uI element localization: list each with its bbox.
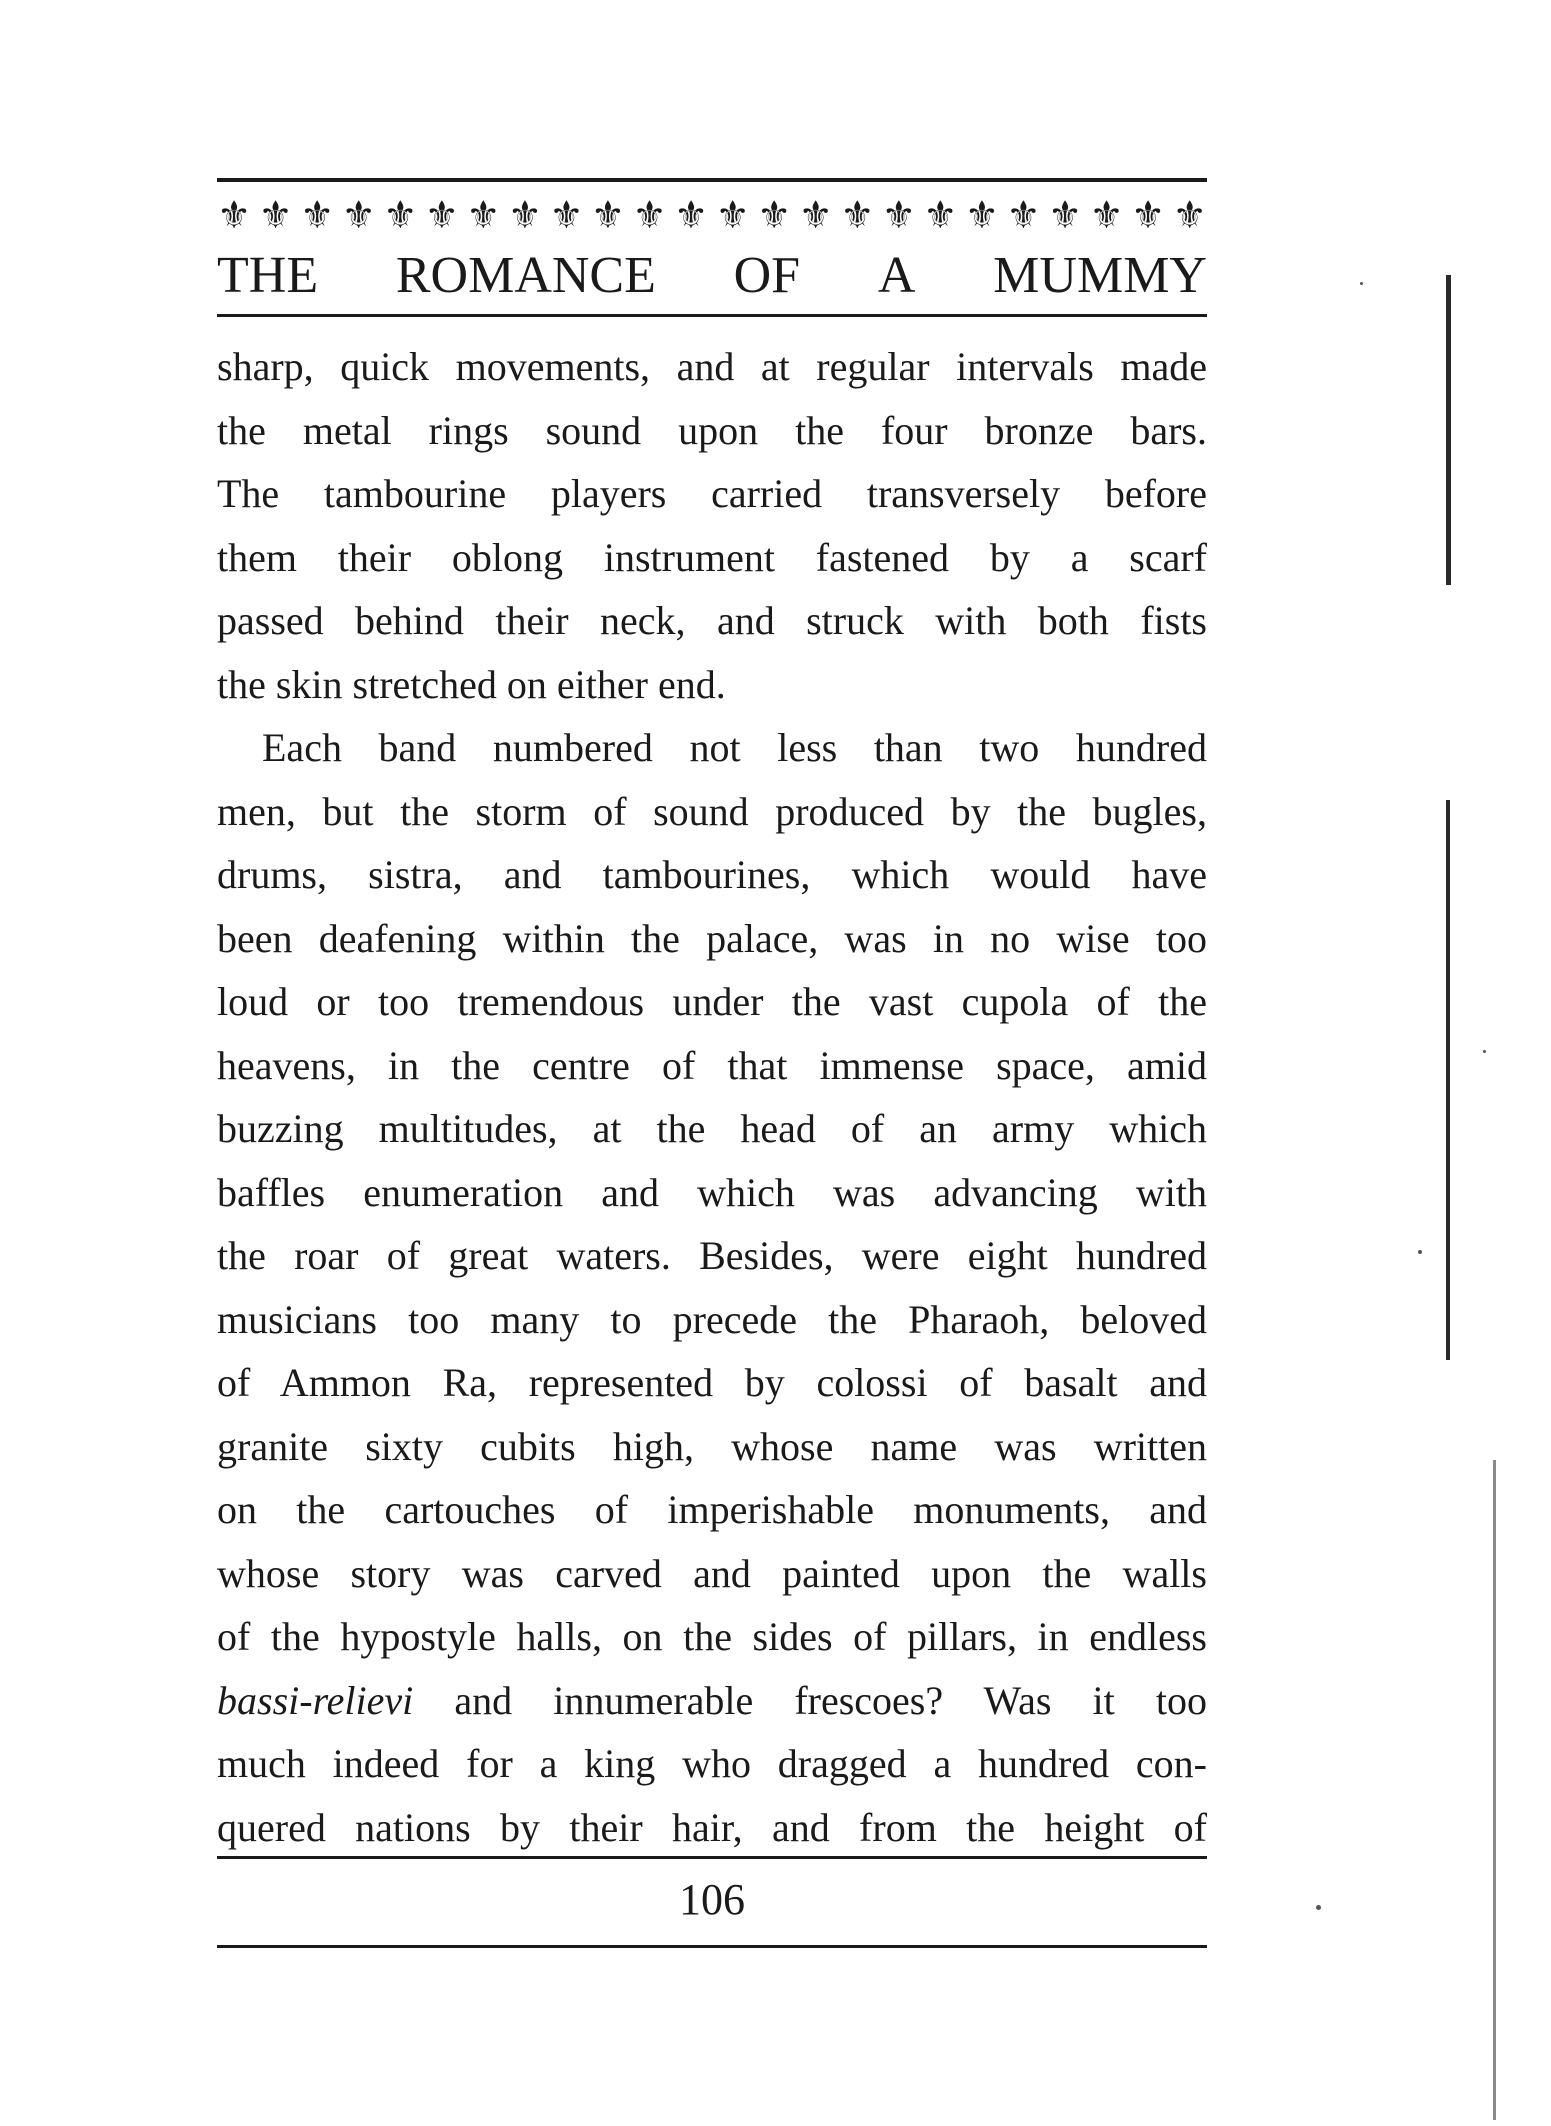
italic-phrase: bassi-relievi [217, 1677, 414, 1723]
text-line: of the hypostyle halls, on the sides of pillars, in endless [217, 1614, 1207, 1659]
text-line: drums, sistra, and tambourines, which would have [217, 852, 1207, 897]
fleur-de-lis-icon: ⚜ [590, 193, 625, 237]
fleur-de-lis-icon: ⚜ [674, 193, 709, 237]
scan-edge-mark-2 [1446, 800, 1450, 1360]
fleur-de-lis-ornament-row [217, 192, 1207, 238]
fleur-de-lis-icon: ⚜ [632, 193, 667, 237]
fleur-de-lis-icon: ⚜ [424, 193, 459, 237]
fleur-de-lis-icon: ⚜ [798, 193, 833, 237]
text-line: quered nations by their hair, and from the height of [217, 1804, 1207, 1850]
text-line: of Ammon Ra, represented by colossi of basalt and [217, 1360, 1207, 1405]
fleur-de-lis-icon: ⚜ [258, 193, 293, 237]
fleur-de-lis-icon: ⚜ [217, 193, 252, 237]
running-head-word: MUMMY [993, 247, 1207, 304]
fleur-de-lis-icon: ⚜ [1172, 193, 1207, 237]
scan-speck-4 [1483, 1050, 1486, 1053]
fleur-de-lis-icon: ⚜ [964, 193, 999, 237]
text-line: loud or too tremendous under the vast cupola of the [217, 979, 1207, 1024]
text-line: heavens, in the centre of that immense space, amid [217, 1042, 1207, 1088]
running-head-word: THE [217, 247, 319, 304]
body-text [217, 335, 1207, 1859]
fleur-de-lis-icon: ⚜ [1006, 193, 1041, 237]
italic-line-rest: and innumerable frescoes? Was it too [413, 1677, 1207, 1723]
running-head-word: A [877, 247, 916, 304]
text-line: the skin stretched on either end. [217, 661, 726, 707]
text-line: been deafening within the palace, was in no wise too [217, 915, 1207, 961]
text-line: the roar of great waters. Besides, were eight hundred [217, 1233, 1207, 1278]
fleur-de-lis-icon: ⚜ [549, 193, 584, 237]
paragraph-1 [217, 335, 1207, 716]
fleur-de-lis-icon: ⚜ [300, 193, 335, 237]
fleur-de-lis-icon: ⚜ [923, 193, 958, 237]
final-lines [217, 1732, 1207, 1859]
text-line: men, but the storm of sound produced by the bugles, [217, 788, 1207, 834]
text-line: Each band numbered not less than two hundred [262, 725, 1207, 770]
text-line: much indeed for a king who dragged a hundred con- [217, 1741, 1207, 1786]
text-line: The tambourine players carried transversely before [217, 471, 1207, 516]
fleur-de-lis-icon: ⚜ [715, 193, 750, 237]
page-number: 106 [679, 1875, 745, 1924]
text-line: sharp, quick movements, and at regular intervals made [217, 344, 1207, 389]
scan-edge-mark-1 [1446, 275, 1451, 585]
top-rule [217, 178, 1207, 182]
fleur-de-lis-icon: ⚜ [466, 193, 501, 237]
text-line-italic [217, 1669, 1207, 1733]
fleur-de-lis-icon: ⚜ [383, 193, 418, 237]
fleur-de-lis-icon: ⚜ [1047, 193, 1083, 237]
header-rule [217, 314, 1207, 317]
paragraph-2 [217, 716, 1207, 1669]
fleur-de-lis-icon: ⚜ [881, 193, 916, 237]
running-head-word: OF [733, 247, 801, 304]
scan-speck-3 [1316, 1905, 1321, 1910]
footer-rule-bottom [217, 1945, 1207, 1948]
fleur-de-lis-icon: ⚜ [1089, 193, 1124, 237]
text-line: musicians too many to precede the Pharaoh, beloved [217, 1296, 1207, 1342]
text-line: passed behind their neck, and struck with both fists [217, 598, 1207, 643]
fleur-de-lis-icon: ⚜ [840, 193, 875, 237]
text-line: on the cartouches of imperishable monuments, and [217, 1487, 1207, 1532]
fleur-de-lis-icon: ⚜ [507, 193, 542, 237]
text-line: baffles enumeration and which was advancing with [217, 1169, 1207, 1215]
running-head-word: ROMANCE [395, 247, 656, 304]
text-line: the metal rings sound upon the four bronze bars. [217, 407, 1207, 453]
scan-speck-1 [1360, 282, 1363, 285]
scan-speck-2 [1418, 1250, 1422, 1254]
scan-edge-mark-3 [1493, 1460, 1496, 2120]
text-line: buzzing multitudes, at the head of an army which [217, 1106, 1207, 1151]
text-line: them their oblong instrument fastened by a scarf [217, 534, 1207, 580]
fleur-de-lis-icon: ⚜ [757, 193, 792, 237]
text-line: whose story was carved and painted upon the walls [217, 1550, 1207, 1596]
footer-rule-top [217, 1856, 1207, 1859]
running-head [217, 246, 1207, 306]
fleur-de-lis-icon: ⚜ [1131, 193, 1166, 237]
fleur-de-lis-icon: ⚜ [341, 193, 376, 237]
text-line: granite sixty cubits high, whose name was written [217, 1423, 1207, 1469]
